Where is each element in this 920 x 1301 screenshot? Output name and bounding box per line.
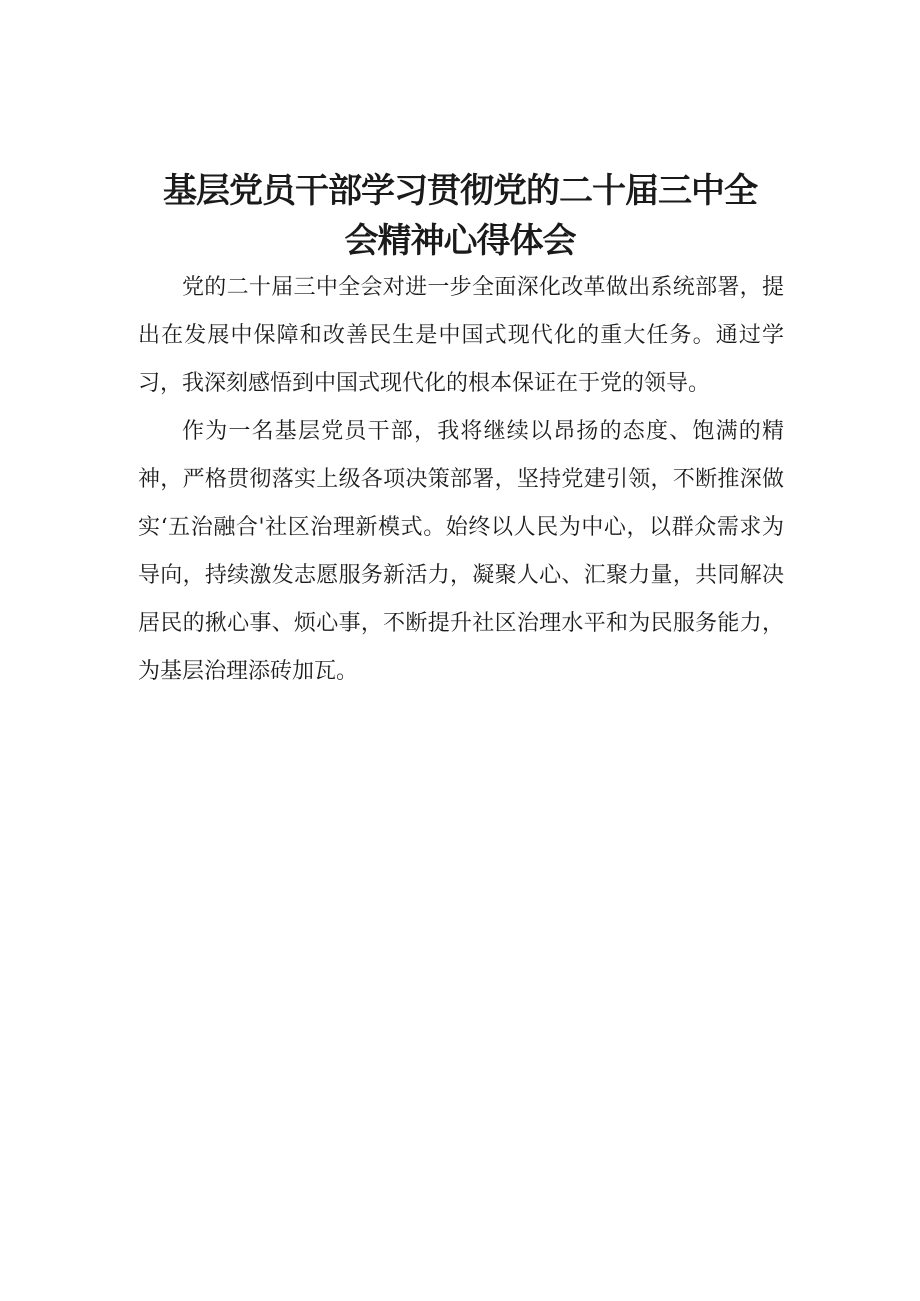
paragraph-2: 作为一名基层党员干部，我将继续以昂扬的态度、饱满的精神，严格贯彻落实上级各项决策部署，坚持党建引领，不断推深做实‘五治融合'社区治理新模式。始终以人民为中心，以群众需求为导向，持续激发志愿服务新活力，凝聚人心、汇聚力量，共同解决居民的揪心事、烦心事，不断提升社区治理水平和为民服务能力，为基层治理添砖加瓦。 (138, 419, 784, 684)
document-title (120, 166, 800, 266)
paragraph-1: 党的二十届三中全会对进一步全面深化改革做出系统部署，提出在发展中保障和改善民生是中国式现代化的重大任务。通过学习，我深刻感悟到中国式现代化的根本保证在于党的领导。 (138, 275, 784, 396)
title-line-2: 会精神心得体会 (344, 220, 576, 261)
document-body (138, 264, 784, 696)
title-line-1: 基层党员干部学习贯彻党的二十届三中全 (163, 170, 757, 211)
